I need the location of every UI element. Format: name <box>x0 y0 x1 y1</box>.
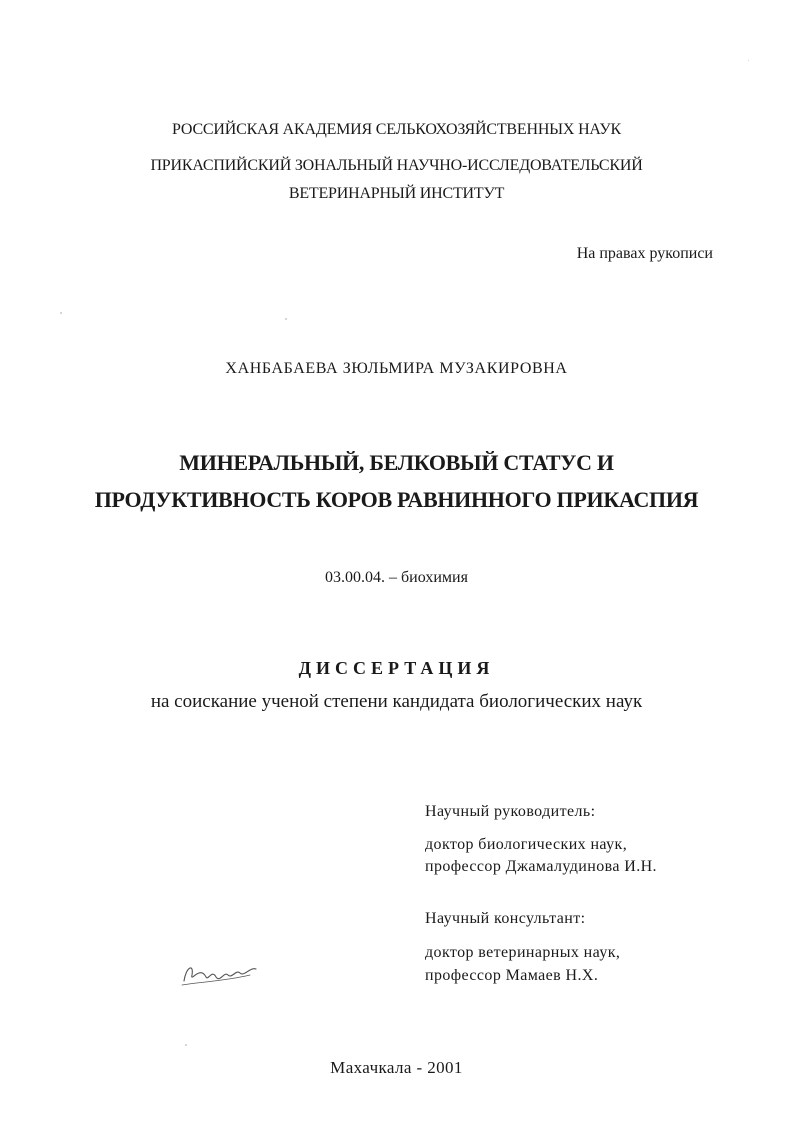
author-name: ХАНБАБАЕВА ЗЮЛЬМИРА МУЗАКИРОВНА <box>225 360 568 377</box>
manuscript-rights-note: На правах рукописи <box>576 245 713 262</box>
handwritten-signature <box>180 955 260 991</box>
specialty-code: 03.00.04. – биохимия <box>325 569 468 586</box>
scan-speck <box>748 60 749 61</box>
institute-name-line2: ВЕТЕРИНАРНЫЙ ИНСТИТУТ <box>288 185 505 202</box>
consultant-degree: доктор ветеринарных наук, <box>425 944 621 961</box>
degree-statement: на соискание ученой степени кандидата биологических наук <box>150 691 643 712</box>
consultant-name: профессор Мамаев Н.Х. <box>425 967 599 984</box>
institute-name-line1: ПРИКАСПИЙСКИЙ ЗОНАЛЬНЫЙ НАУЧНО-ИССЛЕДОВАТЕЛЬСКИЙ <box>150 157 643 174</box>
city-and-year: Махачкала - 2001 <box>330 1058 463 1077</box>
scan-speck <box>60 312 62 314</box>
dissertation-title-line2: ПРОДУКТИВНОСТЬ КОРОВ РАВНИННОГО ПРИКАСПИЯ <box>94 487 699 512</box>
supervisor-name: профессор Джамалудинова И.Н. <box>425 858 657 875</box>
consultant-label: Научный консультант: <box>425 910 586 927</box>
scan-speck <box>185 1044 187 1046</box>
supervisor-degree: доктор биологических наук, <box>425 836 628 853</box>
scan-speck <box>285 318 287 320</box>
document-type: ДИССЕРТАЦИЯ <box>298 658 495 678</box>
academy-name: РОССИЙСКАЯ АКАДЕМИЯ СЕЛЬКОХОЗЯЙСТВЕННЫХ НАУК <box>172 121 621 138</box>
supervisor-label: Научный руководитель: <box>425 803 596 820</box>
signature-stroke <box>184 968 256 981</box>
dissertation-title-line1: МИНЕРАЛЬНЫЙ, БЕЛКОВЫЙ СТАТУС И <box>179 450 614 475</box>
